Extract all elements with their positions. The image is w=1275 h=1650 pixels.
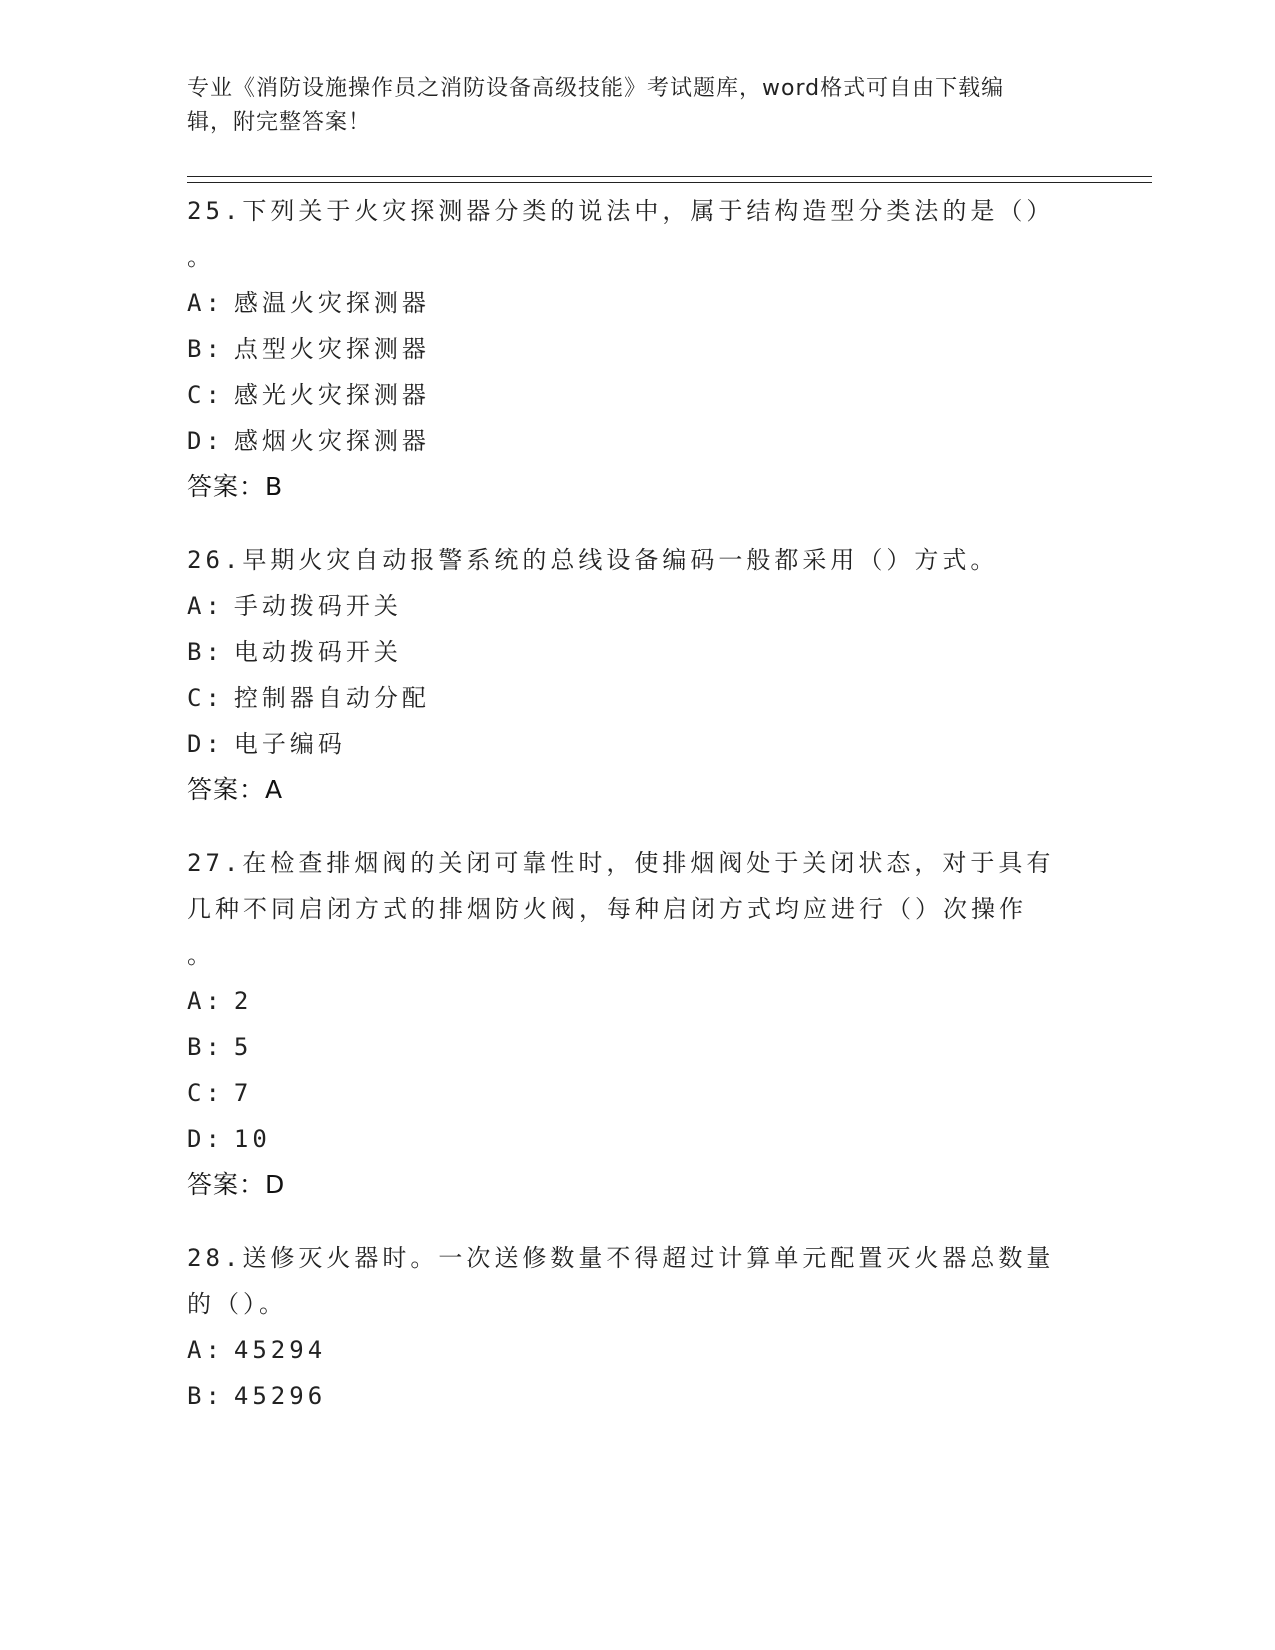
option-c [187, 372, 1087, 418]
question-item [187, 840, 1087, 1208]
option-d [187, 1116, 1087, 1162]
question-text: 几种不同启闭方式的排烟防火阀，每种启闭方式均应进行（）次操作 [187, 895, 1027, 923]
option-b [187, 1024, 1087, 1070]
question-text: 27.在检查排烟阀的关闭可靠性时，使排烟阀处于关闭状态，对于具有 [187, 849, 1055, 877]
header-line: 辑，附完整答案！ [187, 110, 372, 135]
header-line: 专业《消防设施操作员之消防设备高级技能》考试题库，word格式可自由下载编 [187, 76, 1005, 101]
question-text: 的（）。 [187, 1290, 287, 1318]
header-divider [187, 182, 1152, 183]
option-a [187, 978, 1087, 1024]
option-text: 2 [233, 987, 253, 1015]
option-key: B: [187, 638, 224, 666]
option-a [187, 1327, 1087, 1373]
option-c [187, 1070, 1087, 1116]
option-b [187, 1373, 1087, 1419]
option-b [187, 326, 1087, 372]
question-text: 26.早期火灾自动报警系统的总线设备编码一般都采用（）方式。 [187, 546, 999, 574]
question-text: 28.送修灭火器时。一次送修数量不得超过计算单元配置灭火器总数量 [187, 1244, 1055, 1272]
option-key: D: [187, 1125, 224, 1153]
option-text: 电子编码 [233, 730, 346, 758]
option-d [187, 721, 1087, 767]
question-item [187, 1235, 1087, 1419]
option-text: 10 [233, 1125, 271, 1153]
option-key: D: [187, 427, 224, 455]
question-text: 25.下列关于火灾探测器分类的说法中，属于结构造型分类法的是（） [187, 197, 1055, 225]
option-text: 45294 [233, 1336, 327, 1364]
option-key: C: [187, 684, 224, 712]
question-text: 。 [187, 243, 215, 271]
option-text: 5 [233, 1033, 253, 1061]
question-item [187, 188, 1087, 510]
question-item [187, 537, 1087, 813]
option-key: A: [187, 1336, 224, 1364]
option-a [187, 583, 1087, 629]
option-c [187, 675, 1087, 721]
option-b [187, 629, 1087, 675]
document-header [187, 72, 1067, 140]
option-key: C: [187, 1079, 224, 1107]
option-text: 45296 [233, 1382, 327, 1410]
option-text: 手动拨码开关 [233, 592, 402, 620]
option-key: A: [187, 592, 224, 620]
question-text: 。 [187, 941, 215, 969]
option-text: 点型火灾探测器 [233, 335, 430, 363]
option-text: 7 [233, 1079, 253, 1107]
answer-text: 答案：A [187, 775, 284, 804]
option-key: B: [187, 335, 224, 363]
question-list [187, 188, 1087, 1446]
option-text: 电动拨码开关 [233, 638, 402, 666]
option-key: B: [187, 1382, 224, 1410]
option-d [187, 418, 1087, 464]
answer-text: 答案：D [187, 1170, 286, 1199]
header-divider [187, 176, 1152, 177]
option-text: 感烟火灾探测器 [233, 427, 430, 455]
answer-text: 答案：B [187, 472, 284, 501]
option-text: 感光火灾探测器 [233, 381, 430, 409]
option-key: A: [187, 987, 224, 1015]
option-a [187, 280, 1087, 326]
option-key: C: [187, 381, 224, 409]
option-text: 控制器自动分配 [233, 684, 430, 712]
option-key: B: [187, 1033, 224, 1061]
option-key: D: [187, 730, 224, 758]
option-key: A: [187, 289, 224, 317]
option-text: 感温火灾探测器 [233, 289, 430, 317]
